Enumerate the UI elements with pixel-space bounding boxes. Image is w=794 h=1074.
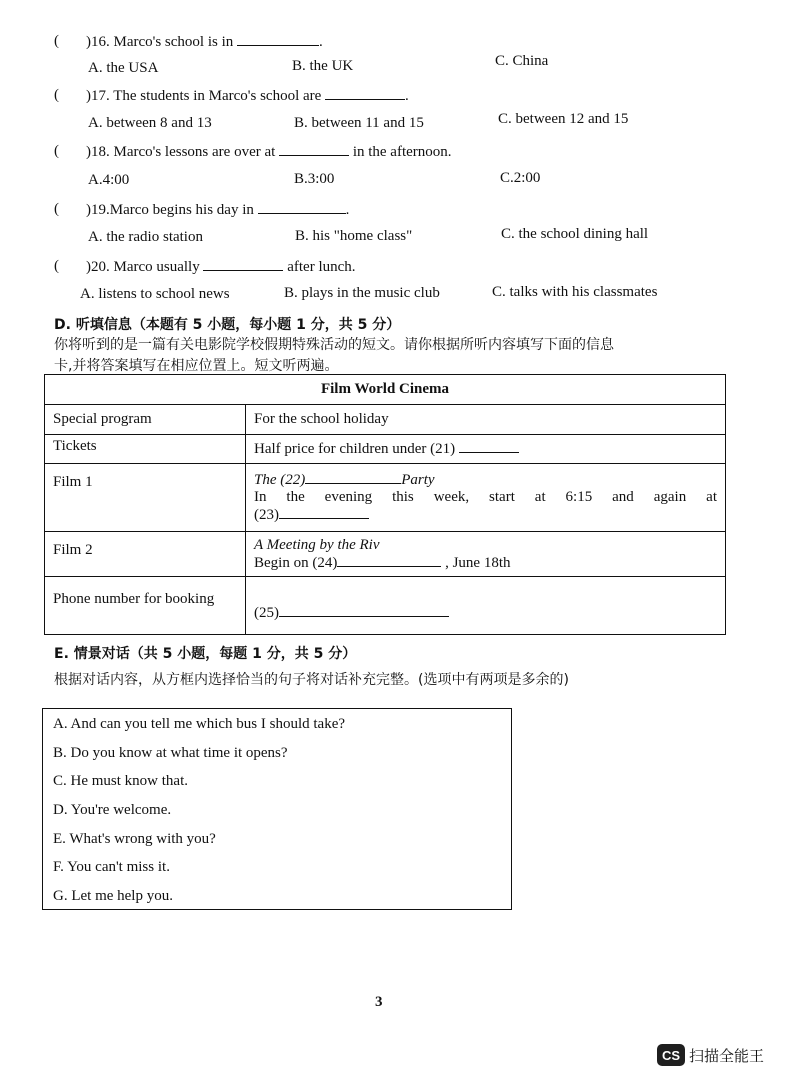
option-c: C. between 12 and 15 [498, 111, 629, 127]
answer-blank-24[interactable] [337, 554, 441, 567]
scanner-watermark [657, 1044, 764, 1066]
dialogue-option-c: C. He must know that. [53, 773, 188, 789]
question-stem: )19.Marco begins his day in . [86, 202, 350, 218]
answer-paren: ( [54, 258, 59, 274]
dialogue-options-box [42, 708, 512, 910]
answer-paren: ( [54, 201, 59, 217]
card-heading: Film World Cinema [45, 375, 726, 405]
answer-blank[interactable] [325, 87, 405, 100]
answer-blank-22[interactable] [305, 471, 401, 484]
card-label-film-1: Film 1 [45, 464, 246, 532]
camscanner-logo-icon: CS [657, 1044, 685, 1066]
card-value-phone: (25) [246, 577, 726, 635]
dialogue-option-d: D. You're welcome. [53, 802, 172, 818]
option-b: B. plays in the music club [284, 285, 440, 301]
option-b: B. between 11 and 15 [294, 115, 424, 131]
dialogue-option-b: B. Do you know at what time it opens? [53, 745, 288, 761]
answer-blank[interactable] [203, 258, 283, 271]
answer-blank-25[interactable] [279, 604, 449, 617]
watermark-name: 扫描全能王 [689, 1046, 765, 1065]
question-stem: )17. The students in Marco's school are . [86, 88, 409, 104]
card-label-phone: Phone number for booking [45, 577, 246, 635]
dialogue-option-e: E. What's wrong with you? [53, 831, 216, 847]
option-a: A. the USA [88, 60, 159, 76]
page-number: 3 [375, 994, 383, 1010]
answer-paren: ( [54, 87, 59, 103]
film-2-title: A Meeting by the Riv [254, 536, 380, 553]
film-1-time-line: In the evening this week, start at 6:15 and again at [254, 489, 717, 505]
option-a: A.4:00 [88, 172, 130, 188]
card-value-tickets: Half price for children under (21) [246, 435, 726, 464]
answer-blank-23[interactable] [279, 506, 369, 519]
dialogue-option-a: A. And can you tell me which bus I should take? [53, 716, 346, 732]
section-e-instructions: 根据对话内容，从方框内选择恰当的句子将对话补充完整。(选项中有两项是多余的) [54, 672, 569, 688]
answer-blank-21[interactable] [459, 440, 519, 453]
option-a: A. between 8 and 13 [88, 115, 212, 131]
answer-blank[interactable] [237, 33, 319, 46]
card-label-film-2: Film 2 [45, 532, 246, 577]
answer-paren: ( [54, 33, 59, 49]
section-d-instructions-line2: 卡,并将答案填写在相应位置上。短文听两遍。 [54, 358, 339, 374]
option-a: A. the radio station [88, 229, 203, 245]
card-value-special-program: For the school holiday [246, 405, 726, 435]
option-c: C.2:00 [500, 170, 541, 186]
option-c: C. the school dining hall [501, 226, 649, 242]
option-a: A. listens to school news [80, 286, 230, 302]
card-value-film-2: A Meeting by the Riv Begin on (24) , June 18th [246, 532, 726, 577]
question-stem: )16. Marco's school is in . [86, 34, 323, 50]
question-stem: )18. Marco's lessons are over at in the afternoon. [86, 144, 452, 160]
info-card-table [44, 374, 726, 635]
option-c: C. talks with his classmates [492, 284, 658, 300]
dialogue-option-f: F. You can't miss it. [53, 859, 170, 875]
dialogue-option-g: G. Let me help you. [53, 888, 173, 904]
question-stem: )20. Marco usually after lunch. [86, 259, 356, 275]
card-label-tickets: Tickets [45, 435, 246, 464]
answer-blank[interactable] [258, 201, 346, 214]
option-b: B. his "home class" [295, 228, 413, 244]
option-c: C. China [495, 53, 549, 69]
card-label-special-program: Special program [45, 405, 246, 435]
answer-blank[interactable] [279, 143, 349, 156]
option-b: B.3:00 [294, 171, 335, 187]
section-d-instructions-line1: 你将听到的是一篇有关电影院学校假期特殊活动的短文。请你根据所听内容填写下面的信息 [54, 337, 614, 353]
card-value-film-1: The (22) Party In the evening this week, start at 6:15 and again at (23) [246, 464, 726, 532]
section-e-title: E. 情景对话（共 5 小题，每题 1 分，共 5 分） [54, 646, 357, 662]
section-d-title: D. 听填信息（本题有 5 小题，每小题 1 分，共 5 分） [54, 317, 401, 333]
option-b: B. the UK [292, 58, 354, 74]
answer-paren: ( [54, 143, 59, 159]
